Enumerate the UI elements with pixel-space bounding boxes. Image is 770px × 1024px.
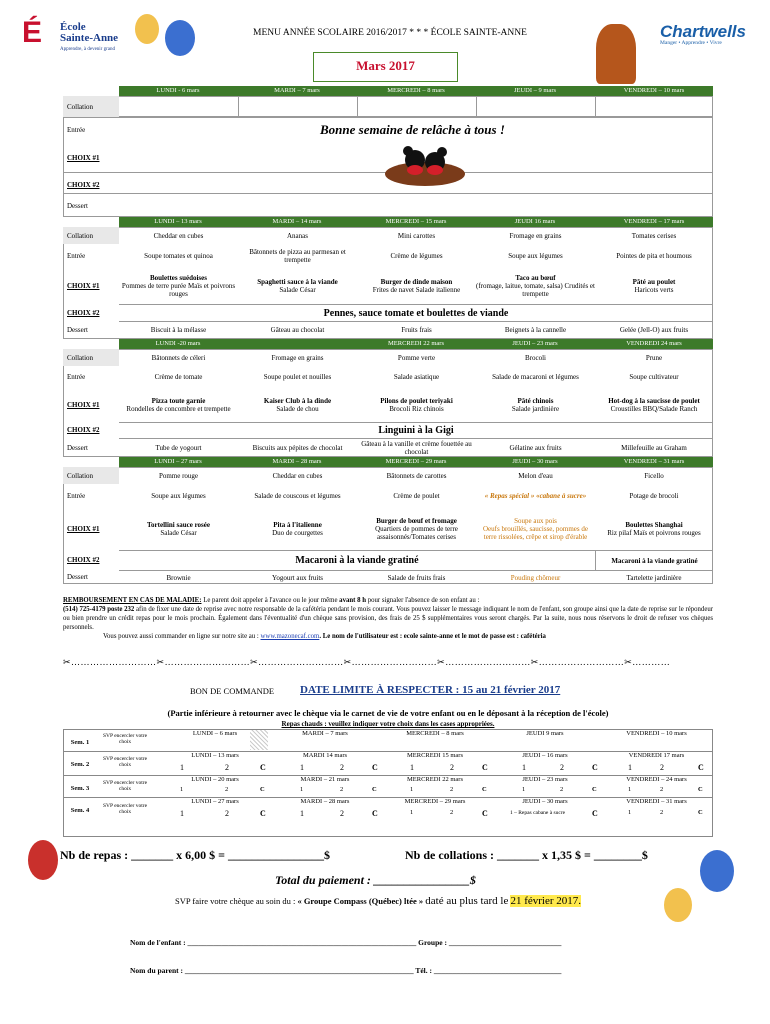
w3-collation-mon: Bâtonnets de céleri (151, 353, 206, 362)
label-choix1: CHOIX #1 (67, 401, 100, 409)
w2-choix1-mon: Boulettes suédoises Pommes de terre purée Maïs et poivrons rouges (121, 274, 236, 298)
w3-choix1-mon: Pizza toute garnie Rondelles de concombre et trempette (126, 397, 231, 413)
w2-collation-mon: Cheddar en cubes (153, 231, 204, 240)
option-2[interactable]: 2 (560, 763, 564, 772)
w4-choix1-thu: Soupe aux pois Oeufs brouillés, saucisse, pommes de terre rissolées, crêpe et sirop d'érable (483, 517, 588, 541)
w2-collation-tue: Ananas (287, 231, 308, 240)
option-1[interactable]: 1 (300, 809, 304, 818)
w3-choix1-thu: Pâté chinois Salade jardinière (511, 397, 560, 413)
w2-dessert-thu: Beignets à la cannelle (504, 326, 567, 334)
w4-collation-tue: Cheddar en cubes (272, 471, 323, 480)
option-c[interactable]: C (482, 809, 488, 818)
school-logo-mark: É (22, 16, 40, 49)
w2-entree-thu: Soupe aux légumes (508, 252, 563, 260)
encircle-note: SVP encercler votre choix (102, 756, 148, 768)
chartwells-logo: Chartwells Manger • Apprendre • Vivre (660, 22, 746, 46)
kid-illustration-icon (135, 14, 159, 44)
option-2[interactable]: 2 (660, 786, 664, 793)
encircle-note: SVP encercler votre choix (102, 780, 148, 792)
option-c[interactable]: C (482, 763, 488, 772)
total-payment-line[interactable]: Total du paiement : ________________$ (275, 873, 476, 887)
w3-choix2: Linguini à la Gigi (119, 422, 713, 438)
order-day: MARDI 14 mars (302, 752, 348, 759)
w4-entree-mon: Soupe aux légumes (151, 492, 206, 500)
option-1[interactable]: 1 (628, 809, 632, 816)
option-1[interactable]: 1 (522, 786, 526, 793)
w3-entree-wed: Salade asiatique (393, 373, 440, 381)
w2-choix1-thu: Taco au bœuf (fromage, laitue, tomate, salsa) Crudités et trempette (476, 274, 595, 298)
option-1[interactable]: 1 (628, 786, 632, 793)
w3-entree-mon: Crème de tomate (154, 373, 203, 381)
encircle-note: SVP encercler votre choix (102, 733, 148, 745)
nb-collations-line[interactable]: Nb de collations : _______ x 1,35 $ = ________$ (405, 848, 648, 862)
website-link[interactable]: www.mazonecaf.com (260, 633, 320, 640)
option-2[interactable]: 2 (450, 763, 454, 772)
order-day: MARDI – 28 mars (300, 798, 350, 805)
label-collation: Collation (67, 471, 94, 480)
w2-collation-fri: Tomates cerises (631, 231, 677, 240)
option-1[interactable]: 1 (180, 763, 184, 772)
w4-choix1-wed: Burger de bœuf et fromage Quartiers de pommes de terre assaisonnés/Tomates cerises (375, 517, 458, 541)
order-day: VENDREDI 17 mars (628, 752, 685, 759)
order-instruction: (Partie inférieure à retourner avec le chèque via le carnet de vie de votre enfant ou en le déposant à la réception de l'école) (167, 708, 609, 718)
w4-choix1-mon: Tortellini sauce rosée Salade César (147, 521, 210, 537)
w3-dessert-wed: Gâteau à la vanille et crème fouettée au chocolat (361, 440, 472, 456)
option-c[interactable]: C (592, 786, 597, 793)
kid-illustration-icon (700, 850, 734, 892)
w4-dessert-fri: Tartelette jardinière (626, 573, 682, 582)
w2-entree-fri: Pointes de pita et houmous (616, 252, 692, 260)
option-2[interactable]: 2 (225, 786, 229, 793)
week3-header: LUNDI -20 mars MERCREDI 22 mars JEUDI – 23 mars VENDREDI 24 mars (119, 339, 713, 349)
cabane-option[interactable]: 1 – Repas cabane à sucre (510, 810, 566, 816)
w2-entree-tue: Bâtonnets de pizza au parmesan et trempette (249, 248, 346, 264)
w4-collation-fri: Ficello (644, 471, 664, 480)
option-2[interactable]: 2 (225, 809, 229, 818)
w2-dessert-mon: Biscuit à la mélasse (150, 326, 207, 334)
w4-collation-mon: Pomme rouge (158, 471, 199, 480)
w2-dessert-tue: Gâteau au chocolat (270, 326, 325, 334)
option-2[interactable]: 2 (450, 809, 454, 816)
kid-illustration-icon (165, 20, 195, 56)
w4-choix1-tue: Pita à l'italienne Duo de courgettes (272, 521, 323, 537)
w4-entree-thu: « Repas spécial » «cabane à sucre» (484, 492, 587, 500)
option-1[interactable]: 1 (180, 786, 184, 793)
w4-entree-wed: Crème de poulet (393, 492, 440, 500)
repas-note: Repas chauds : veuillez indiquer votre choix dans les cases appropriées. (281, 720, 495, 728)
w3-choix1-tue: Kaiser Club à la dinde Salade de chou (263, 397, 332, 413)
order-day: LUNDI – 27 mars (191, 798, 239, 805)
week4-header: LUNDI – 27 mars MARDI – 28 mars MERCREDI – 29 mars JEUDI – 30 mars VENDREDI – 31 mars (119, 457, 713, 467)
label-collation: Collation (67, 353, 94, 362)
order-day: JEUDI – 16 mars (522, 752, 568, 759)
label-collation: Collation (67, 102, 94, 111)
option-2[interactable]: 2 (450, 786, 454, 793)
option-c[interactable]: C (698, 786, 703, 793)
order-day: MARDI – 21 mars (300, 776, 350, 783)
option-1[interactable]: 1 (410, 763, 414, 772)
w2-entree-wed: Crème de légumes (390, 252, 443, 260)
label-dessert: Dessert (67, 573, 88, 581)
label-dessert: Dessert (67, 444, 88, 452)
order-day: LUNDI – 6 mars (192, 730, 238, 737)
parent-name-field[interactable]: Nom du parent : _____________________________________________________________ Tél. : __________________________________ (130, 966, 562, 975)
w2-choix1-fri: Pâté au poulet Haricots verts (632, 278, 676, 294)
skiing-mickey-illustration-icon (380, 140, 470, 192)
w4-entree-fri: Potage de brocoli (629, 492, 679, 500)
order-day: VENDREDI – 31 mars (626, 798, 687, 805)
label-choix2: CHOIX #2 (67, 426, 100, 434)
order-day: MERCREDI 15 mars (407, 752, 463, 759)
w3-collation-thu: Brocoli (525, 353, 546, 362)
break-message: Bonne semaine de relâche à tous ! (320, 122, 505, 137)
order-day: MERCREDI – 29 mars (404, 798, 466, 805)
order-day: LUNDI – 20 mars (191, 776, 239, 783)
w3-entree-thu: Salade de macaroni et légumes (492, 373, 579, 381)
w4-dessert-tue: Yogourt aux fruits (271, 573, 323, 582)
w2-dessert-fri: Gelée (Jell-O) aux fruits (619, 326, 689, 334)
option-2[interactable]: 2 (660, 763, 664, 772)
option-1[interactable]: 1 (628, 763, 632, 772)
week1-collation-row (63, 96, 713, 117)
month-title: Mars 2017 (313, 52, 458, 82)
option-c[interactable]: C (260, 763, 266, 772)
label-entree: Entrée (67, 252, 86, 260)
order-form-title: BON DE COMMANDE (190, 686, 275, 696)
option-1[interactable]: 1 (410, 809, 414, 816)
label-choix2: CHOIX #2 (67, 308, 100, 317)
w2-entree-mon: Soupe tomates et quinoa (144, 252, 213, 260)
label-choix1: CHOIX #1 (67, 525, 100, 533)
w4-choix1-fri: Boulettes Shanghai Riz pilaf Maïs et poivrons rouges (607, 521, 701, 537)
option-c[interactable]: C (698, 809, 703, 816)
order-day: MERCREDI 22 mars (407, 776, 463, 783)
order-day: VENDREDI – 10 mars (626, 730, 687, 737)
w2-choix1-tue: Spaghetti sauce à la viande Salade César (257, 278, 338, 294)
w4-choix2: Macaroni à la viande gratiné (119, 550, 595, 570)
order-day: MERCREDI – 8 mars (406, 730, 464, 737)
w2-collation-thu: Fromage en grains (509, 231, 562, 240)
label-entree: Entrée (67, 126, 86, 134)
child-name-field[interactable]: Nom de l'enfant : _____________________________________________________________ Groupe : ______________________________ (130, 938, 562, 947)
week-label: Sem. 3 (70, 785, 90, 792)
w4-collation-wed: Bâtonnets de carottes (386, 471, 447, 480)
w4-choix2-fri: Macaroni à la viande gratiné (595, 550, 713, 570)
option-1[interactable]: 1 (410, 786, 414, 793)
week-label: Sem. 1 (70, 739, 90, 746)
option-c[interactable]: C (260, 809, 266, 818)
label-choix1: CHOIX #1 (67, 154, 100, 162)
order-day: JEUDI – 30 mars (522, 798, 568, 805)
w3-dessert-thu: Gélatine aux fruits (509, 444, 562, 452)
w4-dessert-wed: Salade de fruits frais (387, 573, 446, 582)
week-label: Sem. 4 (70, 807, 90, 814)
week-label: Sem. 2 (70, 761, 90, 768)
w2-choix2: Pennes, sauce tomate et boulettes de viande (119, 304, 713, 321)
order-day: JEUDI – 23 mars (522, 776, 568, 783)
option-c[interactable]: C (698, 763, 704, 772)
option-c[interactable]: C (260, 786, 265, 793)
w2-dessert-wed: Fruits frais (401, 326, 432, 334)
school-tagline: Apprendre, à devenir grand (60, 47, 115, 52)
w2-choix1-wed: Burger de dinde maison Frites de navet Salade italienne (372, 278, 461, 294)
option-2[interactable]: 2 (225, 763, 229, 772)
label-entree: Entrée (67, 373, 86, 381)
option-c[interactable]: C (372, 763, 378, 772)
w3-dessert-fri: Millefeuille au Graham (621, 444, 687, 452)
label-choix1: CHOIX #1 (67, 282, 100, 290)
label-choix2: CHOIX #2 (67, 556, 100, 564)
cut-line: ✂………………………✂………………………✂………………………✂………………………✂………………………✂………………………✂………… (63, 657, 671, 667)
label-dessert: Dessert (67, 202, 88, 210)
week1-header: LUNDI - 6 mars MARDI – 7 mars MERCREDI – 8 mars JEUDI – 9 mars VENDREDI – 10 mars (119, 86, 713, 96)
kid-illustration-icon (664, 888, 692, 922)
w4-entree-tue: Salade de couscous et légumes (254, 492, 341, 500)
option-2[interactable]: 2 (340, 763, 344, 772)
w3-dessert-mon: Tube de yogourt (155, 444, 202, 452)
scarecrow-illustration-icon (596, 24, 636, 84)
order-deadline: DATE LIMITE À RESPECTER : 15 au 21 février 2017 (300, 684, 561, 696)
w3-collation-wed: Pomme verte (397, 353, 436, 362)
w3-collation-fri: Prune (645, 353, 663, 362)
option-2[interactable]: 2 (560, 786, 564, 793)
kid-illustration-icon (28, 840, 58, 880)
w3-collation-tue: Fromage en grains (271, 353, 324, 362)
nb-repas-line[interactable]: Nb de repas : _______ x 6,00 $ = ________________$ (60, 848, 330, 862)
week2-header: LUNDI – 13 mars MARDI – 14 mars MERCREDI – 15 mars JEUDI 16 mars VENDREDI – 17 mars (119, 217, 713, 227)
option-1[interactable]: 1 (180, 809, 184, 818)
w3-entree-tue: Soupe poulet et nouilles (263, 373, 332, 381)
school-name: École Sainte-Anne (60, 21, 119, 44)
w4-dessert-thu: Pouding chômeur (510, 573, 561, 582)
order-day: LUNDI – 13 mars (191, 752, 239, 759)
option-c[interactable]: C (592, 763, 598, 772)
label-entree: Entrée (67, 492, 86, 500)
order-day: JEUDI 9 mars (526, 730, 564, 737)
option-c[interactable]: C (592, 809, 598, 818)
w3-dessert-tue: Biscuits aux pépites de chocolat (252, 444, 343, 452)
label-choix2: CHOIX #2 (67, 181, 100, 189)
w4-dessert-mon: Brownie (166, 573, 191, 582)
option-2[interactable]: 2 (660, 809, 664, 816)
option-2[interactable]: 2 (340, 809, 344, 818)
w4-collation-thu: Melon d'eau (518, 471, 553, 480)
option-1[interactable]: 1 (300, 763, 304, 772)
option-c[interactable]: C (372, 809, 378, 818)
order-day: MARDI – 7 mars (302, 730, 348, 737)
label-dessert: Dessert (67, 325, 88, 334)
school-logo (22, 12, 132, 68)
option-1[interactable]: 1 (300, 786, 304, 793)
option-2[interactable]: 2 (340, 786, 344, 793)
w2-collation-wed: Mini carottes (397, 231, 436, 240)
option-c[interactable]: C (482, 786, 487, 793)
order-day: VENDREDI – 24 mars (626, 776, 687, 783)
refund-notice: REMBOURSEMENT EN CAS DE MALADIE: Le parent doit appeler à l'avance ou le jour même avant 8 h pour signaler l'absence de son enfant au : (514) 725-4179 poste 232 afin de fixer une date de reprise avec notre responsable de la cafétéria pendant le mois courant. Vous pouvez laisser le message indiquant le nom de l'enfant, son groupe ainsi que la date de reprise sur le répondeur ou bien prendre un crédit repas pour le mois prochain. Également dans l'éventualité d'un chèque sans provision, des frais de 25 $ supplémentaires vous seront chargés. Par la suite, nous nous réservons le droit de refuser vos chèques personnels. Vous pouvez aussi commander en ligne sur notre site au : www.mazonecaf.com. Le nom de l'utilisateur est : ecole sainte-anne et le mot de passe est : cafétéria (63, 597, 714, 640)
cheque-instruction: SVP faire votre chèque au soin du : « Groupe Compass (Québec) ltée » daté au plus tard le 21 février 2017. (175, 895, 582, 907)
w3-choix1-wed: Pilons de poulet teriyaki Brocoli Riz chinois (380, 397, 453, 413)
w3-choix1-fri: Hot-dog à la saucisse de poulet Croustilles BBQ/Salade Ranch (608, 397, 700, 413)
encircle-note: SVP encercler votre choix (102, 803, 148, 815)
label-collation: Collation (67, 231, 94, 240)
w3-entree-fri: Soupe cultivateur (629, 373, 679, 381)
option-c[interactable]: C (372, 786, 377, 793)
option-1[interactable]: 1 (522, 763, 526, 772)
page-title: MENU ANNÉE SCOLAIRE 2016/2017 * * * ÉCOLE SAINTE-ANNE (253, 28, 527, 38)
